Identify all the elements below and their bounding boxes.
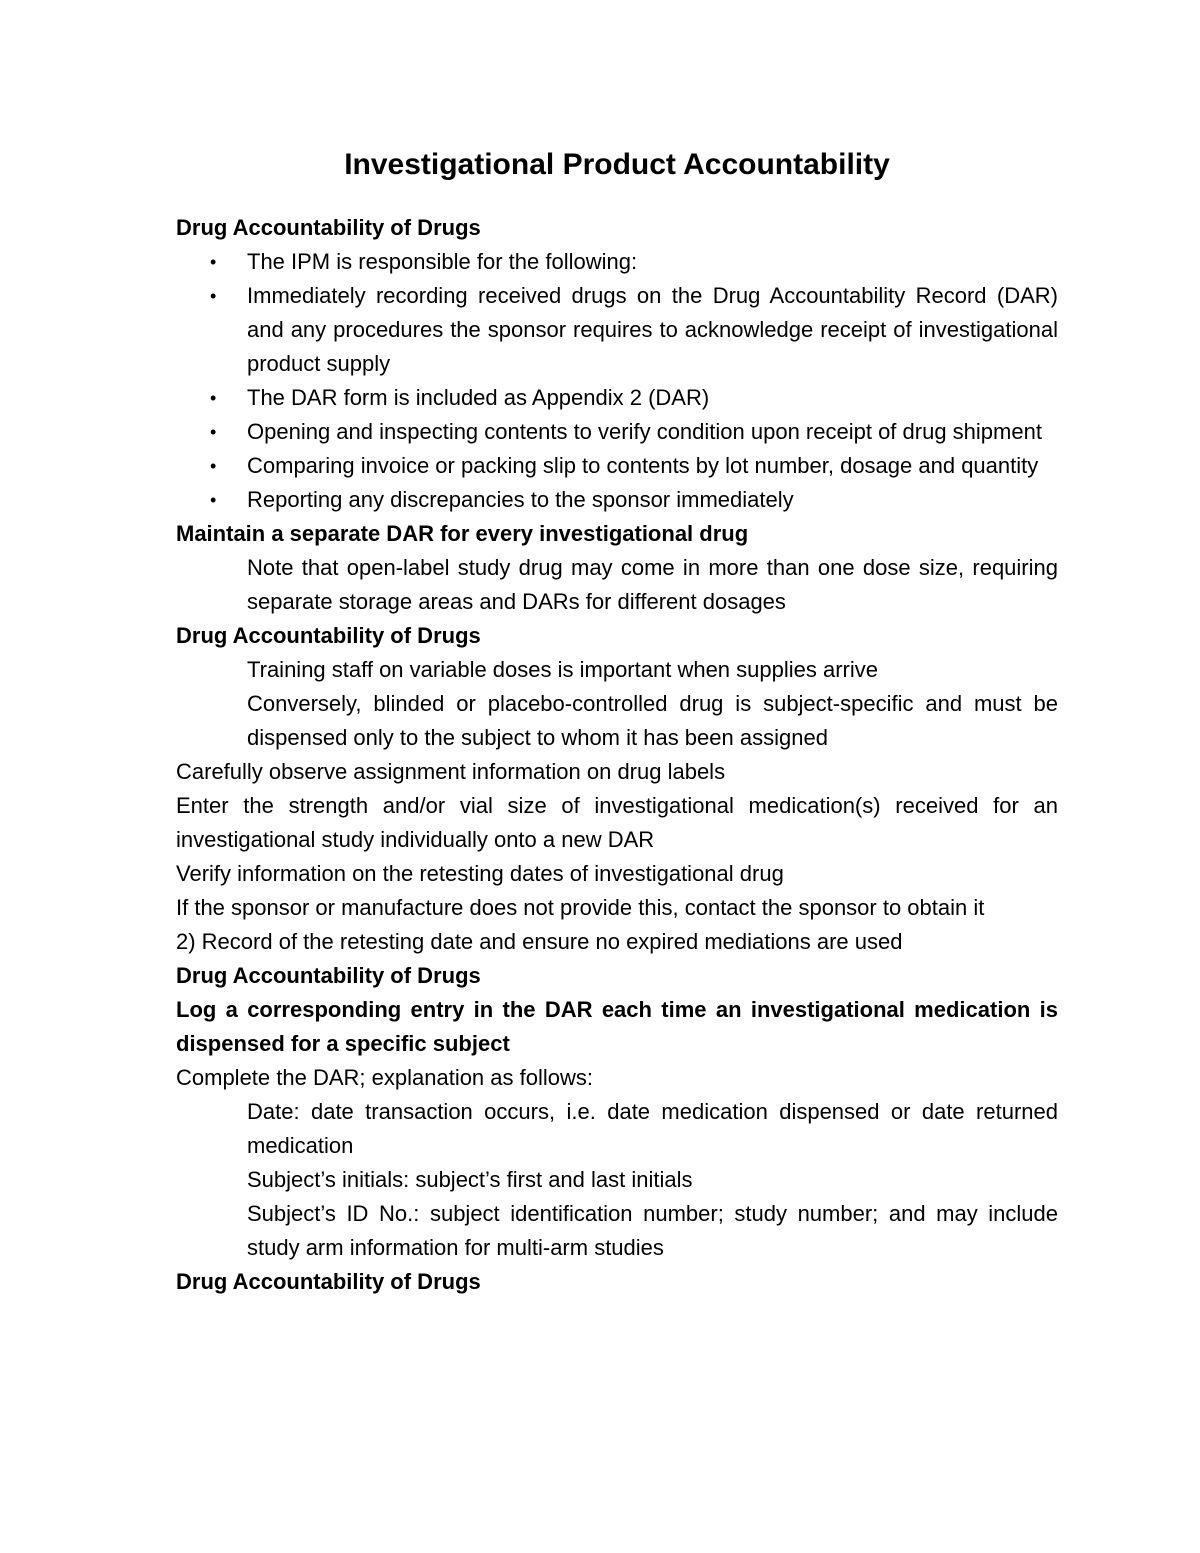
retesting-paragraph: 2) Record of the retesting date and ensure no expired mediations are used (176, 929, 903, 954)
list-item: • Immediately recording received drugs on the Drug Accountability Record (DAR) and any procedures the sponsor requires to acknowledge receipt of investigational product supply (176, 279, 1058, 381)
document-body (176, 211, 1058, 1299)
bullet-icon: • (210, 286, 217, 306)
section-heading: Drug Accountability of Drugs (176, 215, 481, 240)
section-heading: Drug Accountability of Drugs (176, 963, 481, 988)
observe-paragraph: Carefully observe assignment information on drug labels (176, 759, 726, 784)
document-title: Investigational Product Accountability (344, 148, 890, 181)
list-item: • Comparing invoice or packing slip to contents by lot number, dosage and quantity (176, 449, 1058, 483)
bullet-icon: • (210, 422, 217, 442)
sponsor-paragraph: If the sponsor or manufacture does not provide this, contact the sponsor to obtain it (176, 895, 985, 920)
responsibility-list (176, 245, 1058, 517)
id-definition: Subject’s ID No.: subject identification number; study number; and may include study arm information for multi-arm studies (247, 1201, 1058, 1260)
list-item: • Opening and inspecting contents to verify condition upon receipt of drug shipment (176, 415, 1058, 449)
bullet-icon: • (210, 252, 217, 272)
bullet-icon: • (210, 388, 217, 408)
date-definition: Date: date transaction occurs, i.e. date medication dispensed or date returned medication (247, 1099, 1058, 1158)
enter-strength-paragraph: Enter the strength and/or vial size of investigational medication(s) received for an investigational study individually onto a new DAR (176, 793, 1058, 852)
open-label-note: Note that open-label study drug may come in more than one dose size, requiring separate storage areas and DARs for different dosages (247, 555, 1058, 614)
section-heading: Drug Accountability of Drugs (176, 623, 481, 648)
separate-dar-heading: Maintain a separate DAR for every investigational drug (176, 521, 749, 546)
training-paragraph: Training staff on variable doses is important when supplies arrive (247, 657, 878, 682)
verify-paragraph: Verify information on the retesting dates of investigational drug (176, 861, 784, 886)
list-item: • Reporting any discrepancies to the sponsor immediately (176, 483, 1058, 517)
bullet-icon: • (210, 490, 217, 510)
bullet-icon: • (210, 456, 217, 476)
list-item: • The DAR form is included as Appendix 2 (DAR) (176, 381, 1058, 415)
conversely-paragraph: Conversely, blinded or placebo-controlled drug is subject-specific and must be dispensed only to the subject to whom it has been assigned (247, 691, 1058, 750)
section-heading: Drug Accountability of Drugs (176, 1269, 481, 1294)
log-entry-heading: Log a corresponding entry in the DAR each time an investigational medication is dispensed for a specific subject (176, 997, 1058, 1056)
initials-definition: Subject’s initials: subject’s first and last initials (247, 1167, 693, 1192)
complete-dar-paragraph: Complete the DAR; explanation as follows: (176, 1065, 593, 1090)
list-item: • The IPM is responsible for the following: (176, 245, 1058, 279)
